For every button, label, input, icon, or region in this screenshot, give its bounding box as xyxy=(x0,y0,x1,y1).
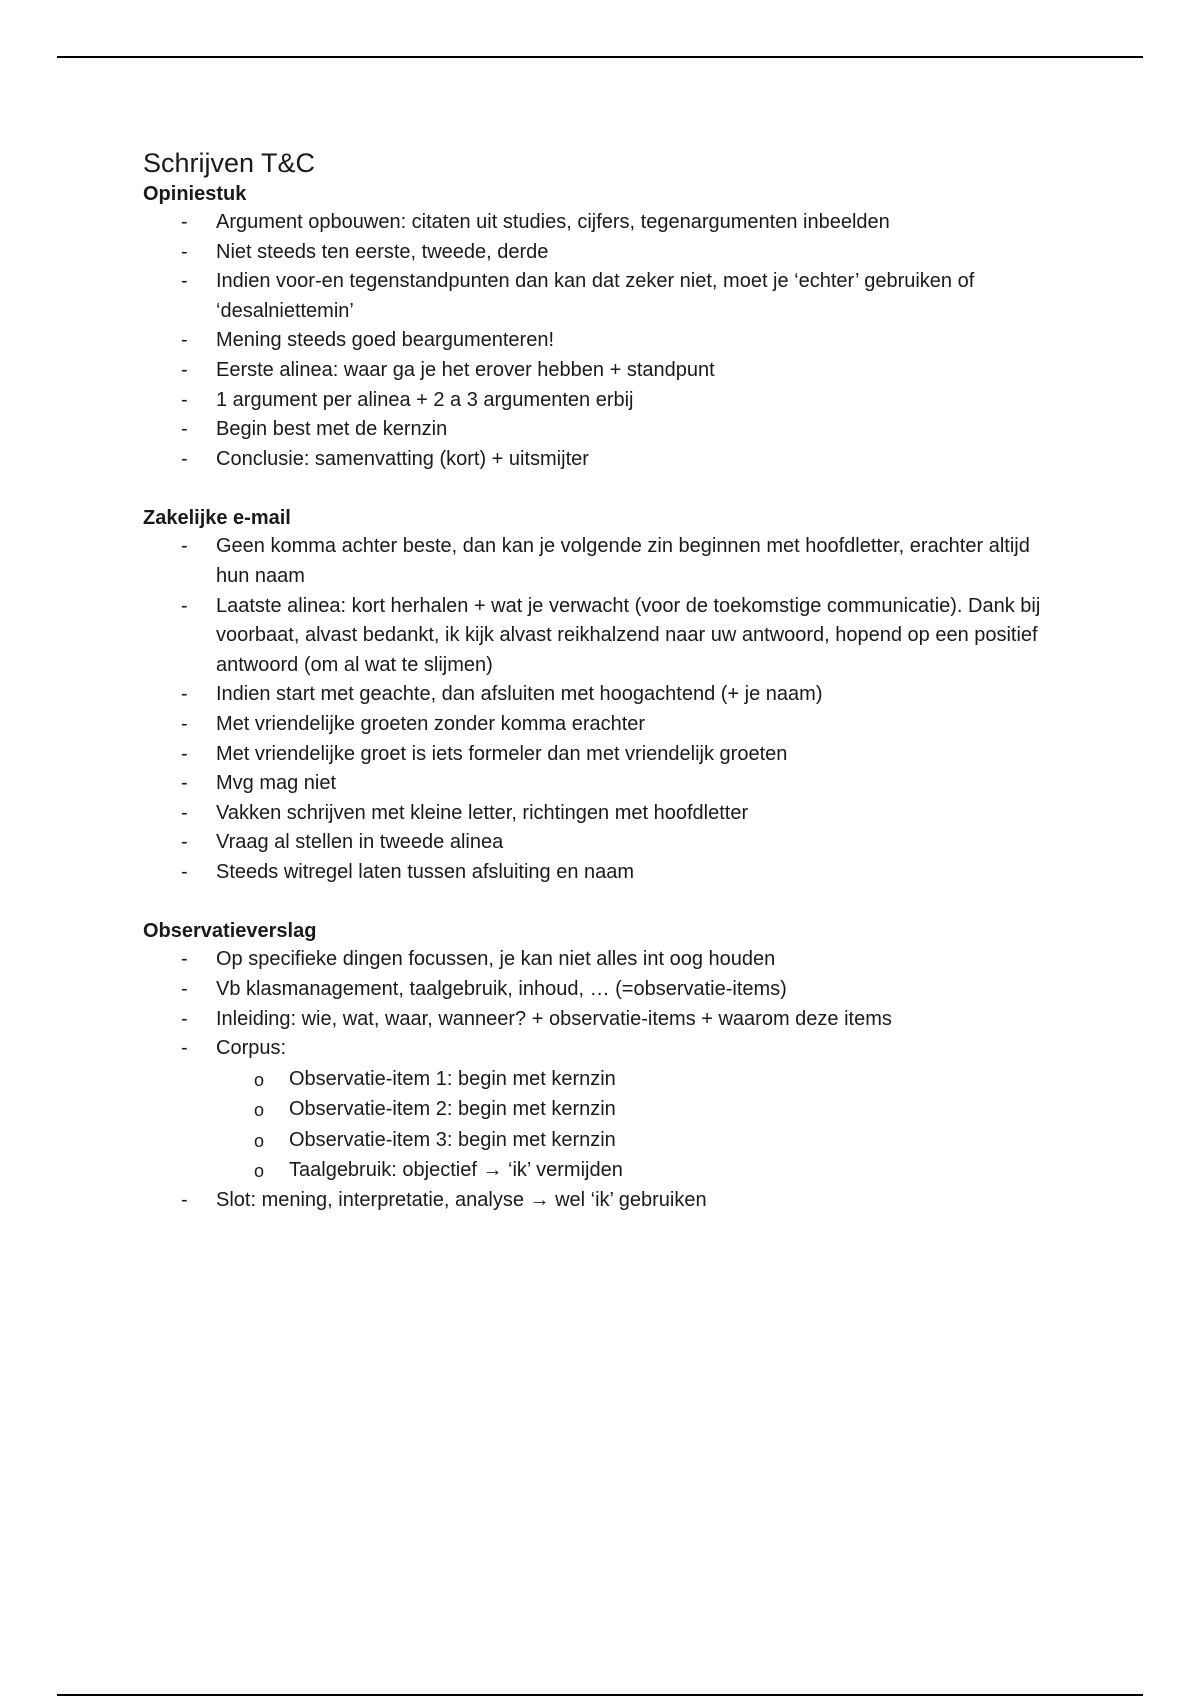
section-heading: Zakelijke e-mail xyxy=(143,507,291,530)
list-item: - Niet steeds ten eerste, tweede, derde xyxy=(143,238,1063,268)
dash-bullet: - xyxy=(181,535,188,558)
dash-bullet: - xyxy=(181,772,188,795)
dash-bullet: - xyxy=(181,1188,188,1211)
section-opiniestuk xyxy=(143,180,1063,474)
list-item: - 1 argument per alinea + 2 a 3 argumenten erbij xyxy=(143,386,1063,416)
section-heading: Observatieverslag xyxy=(143,920,317,943)
list-item: - Eerste alinea: waar ga je het erover hebben + standpunt xyxy=(143,356,1063,386)
bullet-list xyxy=(143,532,1063,887)
dash-bullet: - xyxy=(181,742,188,765)
section-heading: Opiniestuk xyxy=(143,183,247,205)
sub-list-item: o Taalgebruik: objectief → ‘ik’ vermijden xyxy=(216,1155,1063,1186)
list-item: - Slot: mening, interpretatie, analyse → wel ‘ik’ gebruiken xyxy=(143,1186,1063,1216)
dash-bullet: - xyxy=(181,683,188,706)
document-body xyxy=(143,146,1063,1215)
dash-bullet: - xyxy=(181,978,188,1001)
list-item: - Inleiding: wie, wat, waar, wanneer? + observatie-items + waarom deze items xyxy=(143,1005,1063,1035)
circle-bullet: o xyxy=(254,1130,265,1151)
list-item: - Indien voor-en tegenstandpunten dan kan dat zeker niet, moet je ‘echter’ gebruiken of ‘desalniettemin’ xyxy=(143,267,1063,326)
document-title: Schrijven T&C xyxy=(143,148,316,178)
header-rule xyxy=(57,56,1143,58)
bullet-list xyxy=(143,208,1063,474)
sub-list-item: o Observatie-item 2: begin met kernzin xyxy=(216,1094,1063,1125)
list-item: - Laatste alinea: kort herhalen + wat je verwacht (voor de toekomstige communicatie). Dank bij voorbaat, alvast bedankt, ik kijk alvast reikhalzend naar uw antwoord, hopend op een positief antwoord (om al wat te slijmen) xyxy=(143,592,1063,681)
dash-bullet: - xyxy=(181,801,188,824)
list-item: - Met vriendelijke groeten zonder komma erachter xyxy=(143,710,1063,740)
dash-bullet: - xyxy=(181,358,188,381)
section-observatieverslag xyxy=(143,917,1063,1215)
dash-bullet: - xyxy=(181,418,188,441)
dash-bullet: - xyxy=(181,948,188,971)
dash-bullet: - xyxy=(181,329,188,352)
dash-bullet: - xyxy=(181,860,188,883)
dash-bullet: - xyxy=(181,240,188,263)
list-item: - Mening steeds goed beargumenteren! xyxy=(143,326,1063,356)
list-item: - Steeds witregel laten tussen afsluiting en naam xyxy=(143,858,1063,888)
list-item: - Mvg mag niet xyxy=(143,769,1063,799)
circle-bullet: o xyxy=(254,1161,265,1182)
dash-bullet: - xyxy=(181,712,188,735)
dash-bullet: - xyxy=(181,594,188,617)
list-item: - Corpus: o Observatie-item 1: begin met kernzin o Observatie-item 2: begin met kernzin o Observatie-item 3: begin met kernzin o Taalgebruik: objectief → ‘ik’ vermijden xyxy=(143,1034,1063,1186)
list-item: - Argument opbouwen: citaten uit studies, cijfers, tegenargumenten inbeelden xyxy=(143,208,1063,238)
dash-bullet: - xyxy=(181,211,188,233)
list-item: - Geen komma achter beste, dan kan je volgende zin beginnen met hoofdletter, erachter altijd hun naam xyxy=(143,532,1063,591)
dash-bullet: - xyxy=(181,270,188,293)
dash-bullet: - xyxy=(181,1007,188,1030)
list-item: - Begin best met de kernzin xyxy=(143,415,1063,445)
footer-rule xyxy=(57,1694,1143,1696)
sub-bullet-list xyxy=(216,1064,1063,1186)
sub-list-item: o Observatie-item 3: begin met kernzin xyxy=(216,1125,1063,1156)
list-item: - Vb klasmanagement, taalgebruik, inhoud, … (=observatie-items) xyxy=(143,975,1063,1005)
circle-bullet: o xyxy=(254,1069,265,1090)
list-item: - Vakken schrijven met kleine letter, richtingen met hoofdletter xyxy=(143,799,1063,829)
section-zakelijke-email xyxy=(143,504,1063,887)
dash-bullet: - xyxy=(181,1037,188,1060)
bullet-list xyxy=(143,945,1063,1215)
list-item: - Indien start met geachte, dan afsluiten met hoogachtend (+ je naam) xyxy=(143,680,1063,710)
dash-bullet: - xyxy=(181,388,188,411)
dash-bullet: - xyxy=(181,447,188,470)
list-item: - Met vriendelijke groet is iets formeler dan met vriendelijk groeten xyxy=(143,740,1063,770)
dash-bullet: - xyxy=(181,831,188,854)
sub-list-item: o Observatie-item 1: begin met kernzin xyxy=(216,1064,1063,1095)
circle-bullet: o xyxy=(254,1100,265,1121)
list-item: - Conclusie: samenvatting (kort) + uitsmijter xyxy=(143,445,1063,475)
list-item: - Op specifieke dingen focussen, je kan niet alles int oog houden xyxy=(143,945,1063,975)
list-item: - Vraag al stellen in tweede alinea xyxy=(143,828,1063,858)
